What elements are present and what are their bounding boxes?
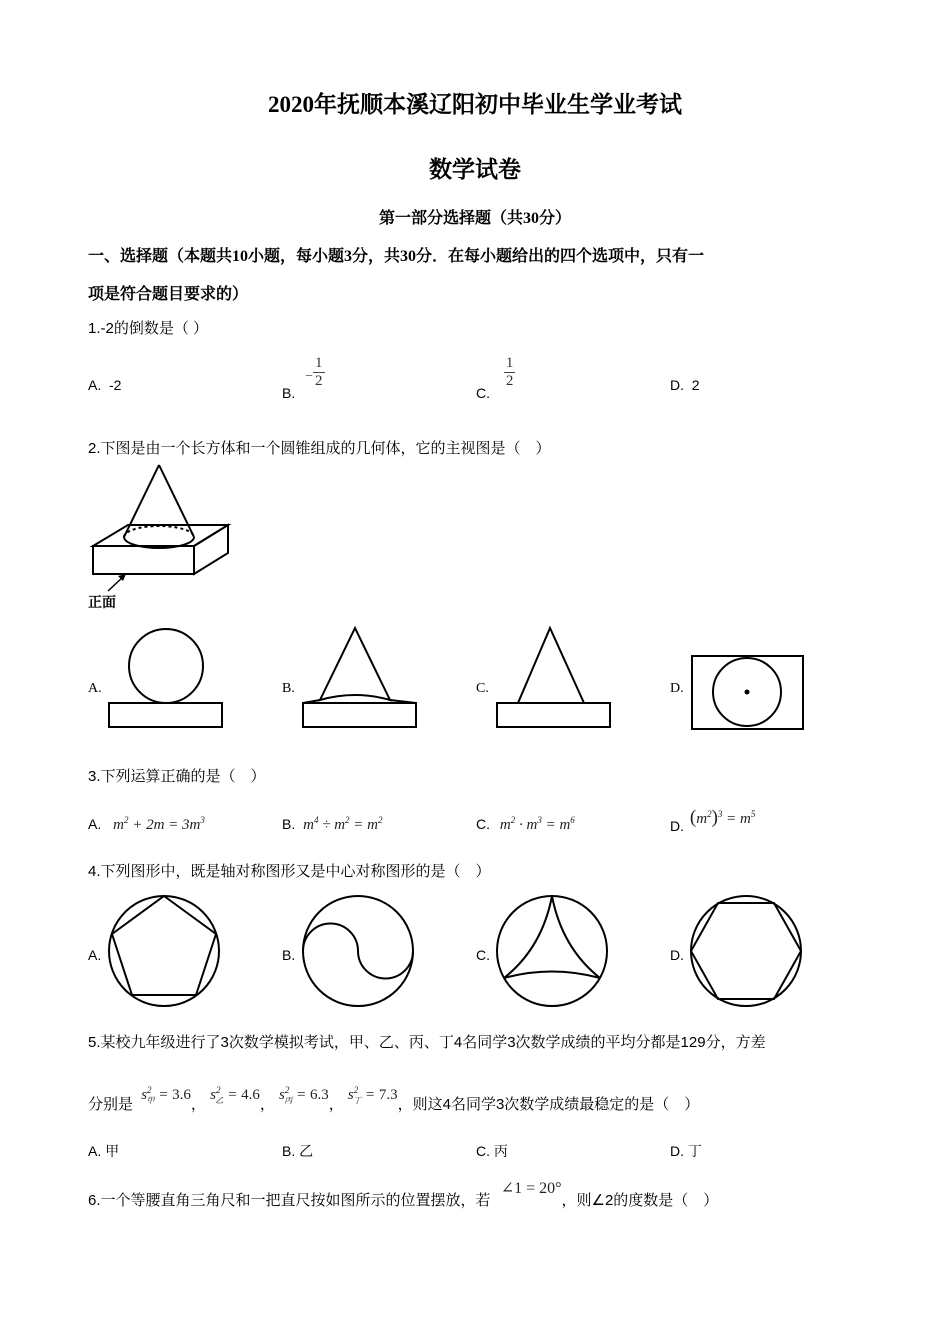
q2-option-a[interactable]: A. (88, 681, 102, 696)
q4-option-b-figure[interactable] (298, 893, 418, 1013)
q2-stem: 2.下图是由一个长方体和一个圆锥组成的几何体，它的主视图是（ ） (88, 440, 551, 457)
part-title: 第一部分选择题（共30分） (378, 210, 571, 227)
q3-b-expression: $m^4 \div m^2 = m^2$ (303, 815, 383, 833)
q5-option-a[interactable]: A. 甲 (88, 1143, 120, 1159)
q1-option-d[interactable]: D. 2 (670, 377, 700, 393)
q3-option-b[interactable]: B. $m^4 \div m^2 = m^2$ (282, 815, 383, 833)
q2-option-c[interactable]: C. (476, 681, 489, 696)
q1-option-a[interactable]: A. -2 (88, 377, 122, 393)
section-heading-cont: 项是符合题目要求的） (88, 286, 249, 303)
q6-stem: 6.一个等腰直角三角尺和一把直尺按如图所示的位置摆放，若 ∠1 = 20°，则∠2的度数是（ ） (88, 1180, 719, 1209)
q2-front-label: 正面 (88, 595, 116, 611)
q2-option-d[interactable]: D. (670, 681, 684, 696)
q2-option-a-figure[interactable] (106, 624, 226, 732)
q3-c-expression: $m^2 \cdot m^3 = m^6$ (499, 815, 575, 833)
q2-solid-figure (88, 465, 248, 585)
q1-c-fraction: $\frac{1}{2}$ (505, 355, 514, 389)
q1-d-value: 2 (691, 377, 700, 393)
section-heading: 一、选择题（本题共10小题，每小题3分，共30分．在每小题给出的四个选项中，只有一 (88, 248, 705, 265)
q3-a-expression: $m^2 + 2m = 3m^3$ (113, 815, 205, 833)
exam-title: 2020年抚顺本溪辽阳初中毕业生学业考试 (268, 92, 682, 117)
q5-stem-cont: 分别是 $s^2_甲 = 3.6$， $s^2_乙 = 4.6$， $s^2_丙 = 6.3$， $s^2_丁 = 7.3$，则这4名同学3次数学成绩最稳定的是（ ） (88, 1085, 700, 1113)
q4-option-c-figure[interactable] (492, 893, 612, 1013)
q5-variance-yi: $s^2_乙 = 4.6$ (210, 1085, 260, 1105)
q6-angle-condition: ∠1 = 20° (500, 1180, 562, 1197)
q2-option-b-figure[interactable] (300, 624, 420, 732)
q3-option-d[interactable]: D. $(m^2)^3 = m^5$ (670, 807, 756, 834)
exam-subtitle: 数学试卷 (429, 157, 521, 182)
q4-option-c[interactable]: C. (476, 947, 490, 963)
q5-variance-ding: $s^2_丁 = 7.3$ (347, 1085, 398, 1105)
q5-variance-bing: $s^2_丙 = 6.3$ (279, 1085, 329, 1105)
q3-option-a[interactable]: A. $m^2 + 2m = 3m^3$ (88, 815, 205, 833)
q1-b-fraction: $\frac{1}{2}$ (315, 355, 323, 389)
q2-option-d-figure[interactable] (690, 654, 810, 734)
q4-option-d-figure[interactable] (686, 893, 806, 1013)
q1-stem: 1.-2的倒数是（ ） (88, 320, 209, 337)
q1-option-b[interactable]: B. − $\frac{1}{2}$ (282, 355, 323, 402)
q2-option-b[interactable]: B. (282, 681, 295, 696)
q3-stem: 3.下列运算正确的是（ ） (88, 768, 266, 785)
q4-stem: 4.下列图形中，既是轴对称图形又是中心对称图形的是（ ） (88, 863, 491, 880)
q4-option-a-figure[interactable] (104, 893, 224, 1013)
q4-option-d[interactable]: D. (670, 947, 684, 963)
q3-option-c[interactable]: C. $m^2 \cdot m^3 = m^6$ (476, 815, 575, 833)
q3-d-expression: $(m^2)^3 = m^5$ (689, 807, 756, 828)
q2-option-c-figure[interactable] (494, 624, 614, 732)
q5-variance-jia: $s^2_甲 = 3.6$ (141, 1085, 191, 1105)
q5-option-b[interactable]: B. 乙 (282, 1143, 314, 1159)
q5-stem: 5.某校九年级进行了3次数学模拟考试，甲、乙、丙、丁4名同学3次数学成绩的平均分都是129分，方差 (88, 1034, 766, 1051)
q5-option-c[interactable]: C. 丙 (476, 1143, 508, 1159)
q1-a-value: -2 (109, 377, 122, 393)
q4-option-b[interactable]: B. (282, 947, 296, 963)
q1-option-c[interactable]: C. $\frac{1}{2}$ (476, 355, 514, 402)
q4-option-a[interactable]: A. (88, 947, 102, 963)
q5-option-d[interactable]: D. 丁 (670, 1143, 702, 1159)
